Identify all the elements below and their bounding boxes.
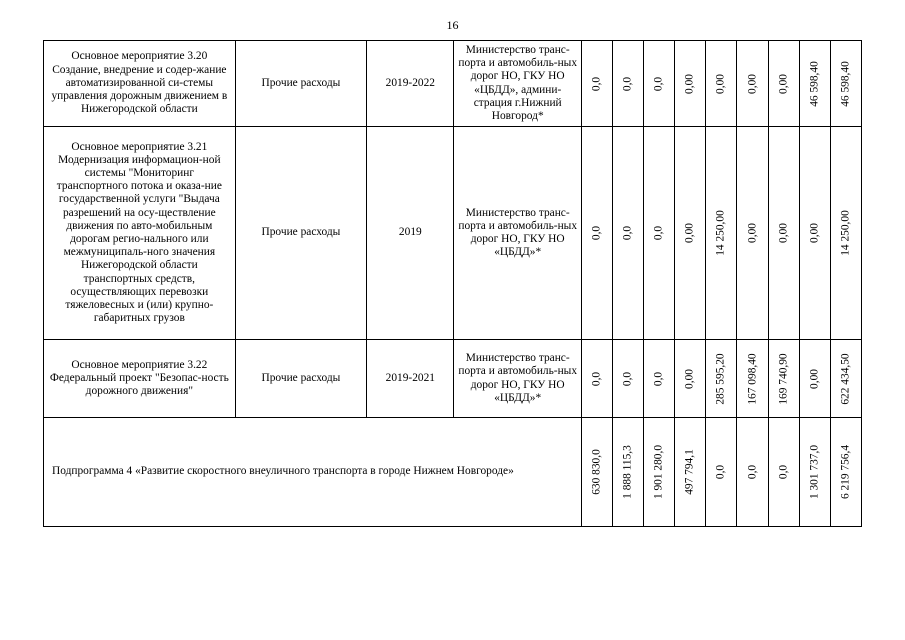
expense-type: Прочие расходы [235,127,366,340]
value-cell: 0,0 [644,127,675,340]
value-cell: 0,0 [613,340,644,418]
value-cell: 0,0 [644,41,675,127]
budget-table [43,40,862,527]
value-cell: 0,00 [675,127,706,340]
value-cell: 167 098,40 [737,340,768,418]
value-cell: 0,00 [675,340,706,418]
period: 2019 [367,127,454,340]
value-cell: 0,0 [613,41,644,127]
subprogram-row [44,418,862,527]
value-cell: 0,0 [768,418,799,527]
value-cell: 0,0 [581,340,612,418]
responsible-org: Министерство транс-порта и автомобиль-ных дорог НО, ГКУ НО «ЦБДД»* [454,340,581,418]
value-cell: 14 250,00 [830,127,861,340]
value-cell: 0,00 [799,127,830,340]
value-cell: 0,0 [644,340,675,418]
value-cell: 0,0 [706,418,737,527]
page-number: 16 [446,18,459,32]
table-row [44,340,862,418]
value-cell: 1 901 280,0 [644,418,675,527]
value-cell: 6 219 756,4 [830,418,861,527]
period: 2019-2021 [367,340,454,418]
value-cell: 0,00 [706,41,737,127]
value-cell: 0,0 [581,127,612,340]
value-cell: 622 434,50 [830,340,861,418]
value-cell: 0,0 [737,418,768,527]
value-cell: 0,00 [768,41,799,127]
value-cell: 169 740,90 [768,340,799,418]
value-cell: 1 301 737,0 [799,418,830,527]
value-cell: 630 830,0 [581,418,612,527]
responsible-org: Министерство транс-порта и автомобиль-ных дорог НО, ГКУ НО «ЦБДД», админи-страция г.Нижний Новгород* [454,41,581,127]
activity-name: Основное мероприятие 3.20 Создание, внедрение и содер-жание автоматизированной си-стемы управления дорожным движением в Нижегородской области [44,41,236,127]
value-cell: 14 250,00 [706,127,737,340]
value-cell: 0,00 [737,127,768,340]
table-row [44,127,862,340]
expense-type: Прочие расходы [235,340,366,418]
value-cell: 497 794,1 [675,418,706,527]
value-cell: 46 598,40 [830,41,861,127]
activity-name: Основное мероприятие 3.22 Федеральный проект "Безопас-ность дорожного движения" [44,340,236,418]
value-cell: 46 598,40 [799,41,830,127]
value-cell: 285 595,20 [706,340,737,418]
subprogram-name: Подпрограмма 4 «Развитие скоростного внеуличного транспорта в городе Нижнем Новгороде» [44,418,582,527]
value-cell: 0,00 [799,340,830,418]
value-cell: 0,00 [768,127,799,340]
value-cell: 0,0 [581,41,612,127]
expense-type: Прочие расходы [235,41,366,127]
value-cell: 1 888 115,3 [613,418,644,527]
value-cell: 0,0 [613,127,644,340]
responsible-org: Министерство транс-порта и автомобиль-ных дорог НО, ГКУ НО «ЦБДД»* [454,127,581,340]
table-row [44,41,862,127]
period: 2019-2022 [367,41,454,127]
activity-name: Основное мероприятие 3.21 Модернизация информацион-ной системы "Мониторинг транспортного потока и оказа-ние государственной услуги "Выдача разрешений на осу-ществление движения по авто-мобильным дорогам регио-нального или межмуниципаль-ного значения Нижегородской области транспортных средств, осуществляющих перевозки тяжеловесных и (или) крупно-габаритных грузов [44,127,236,340]
value-cell: 0,00 [737,41,768,127]
value-cell: 0,00 [675,41,706,127]
